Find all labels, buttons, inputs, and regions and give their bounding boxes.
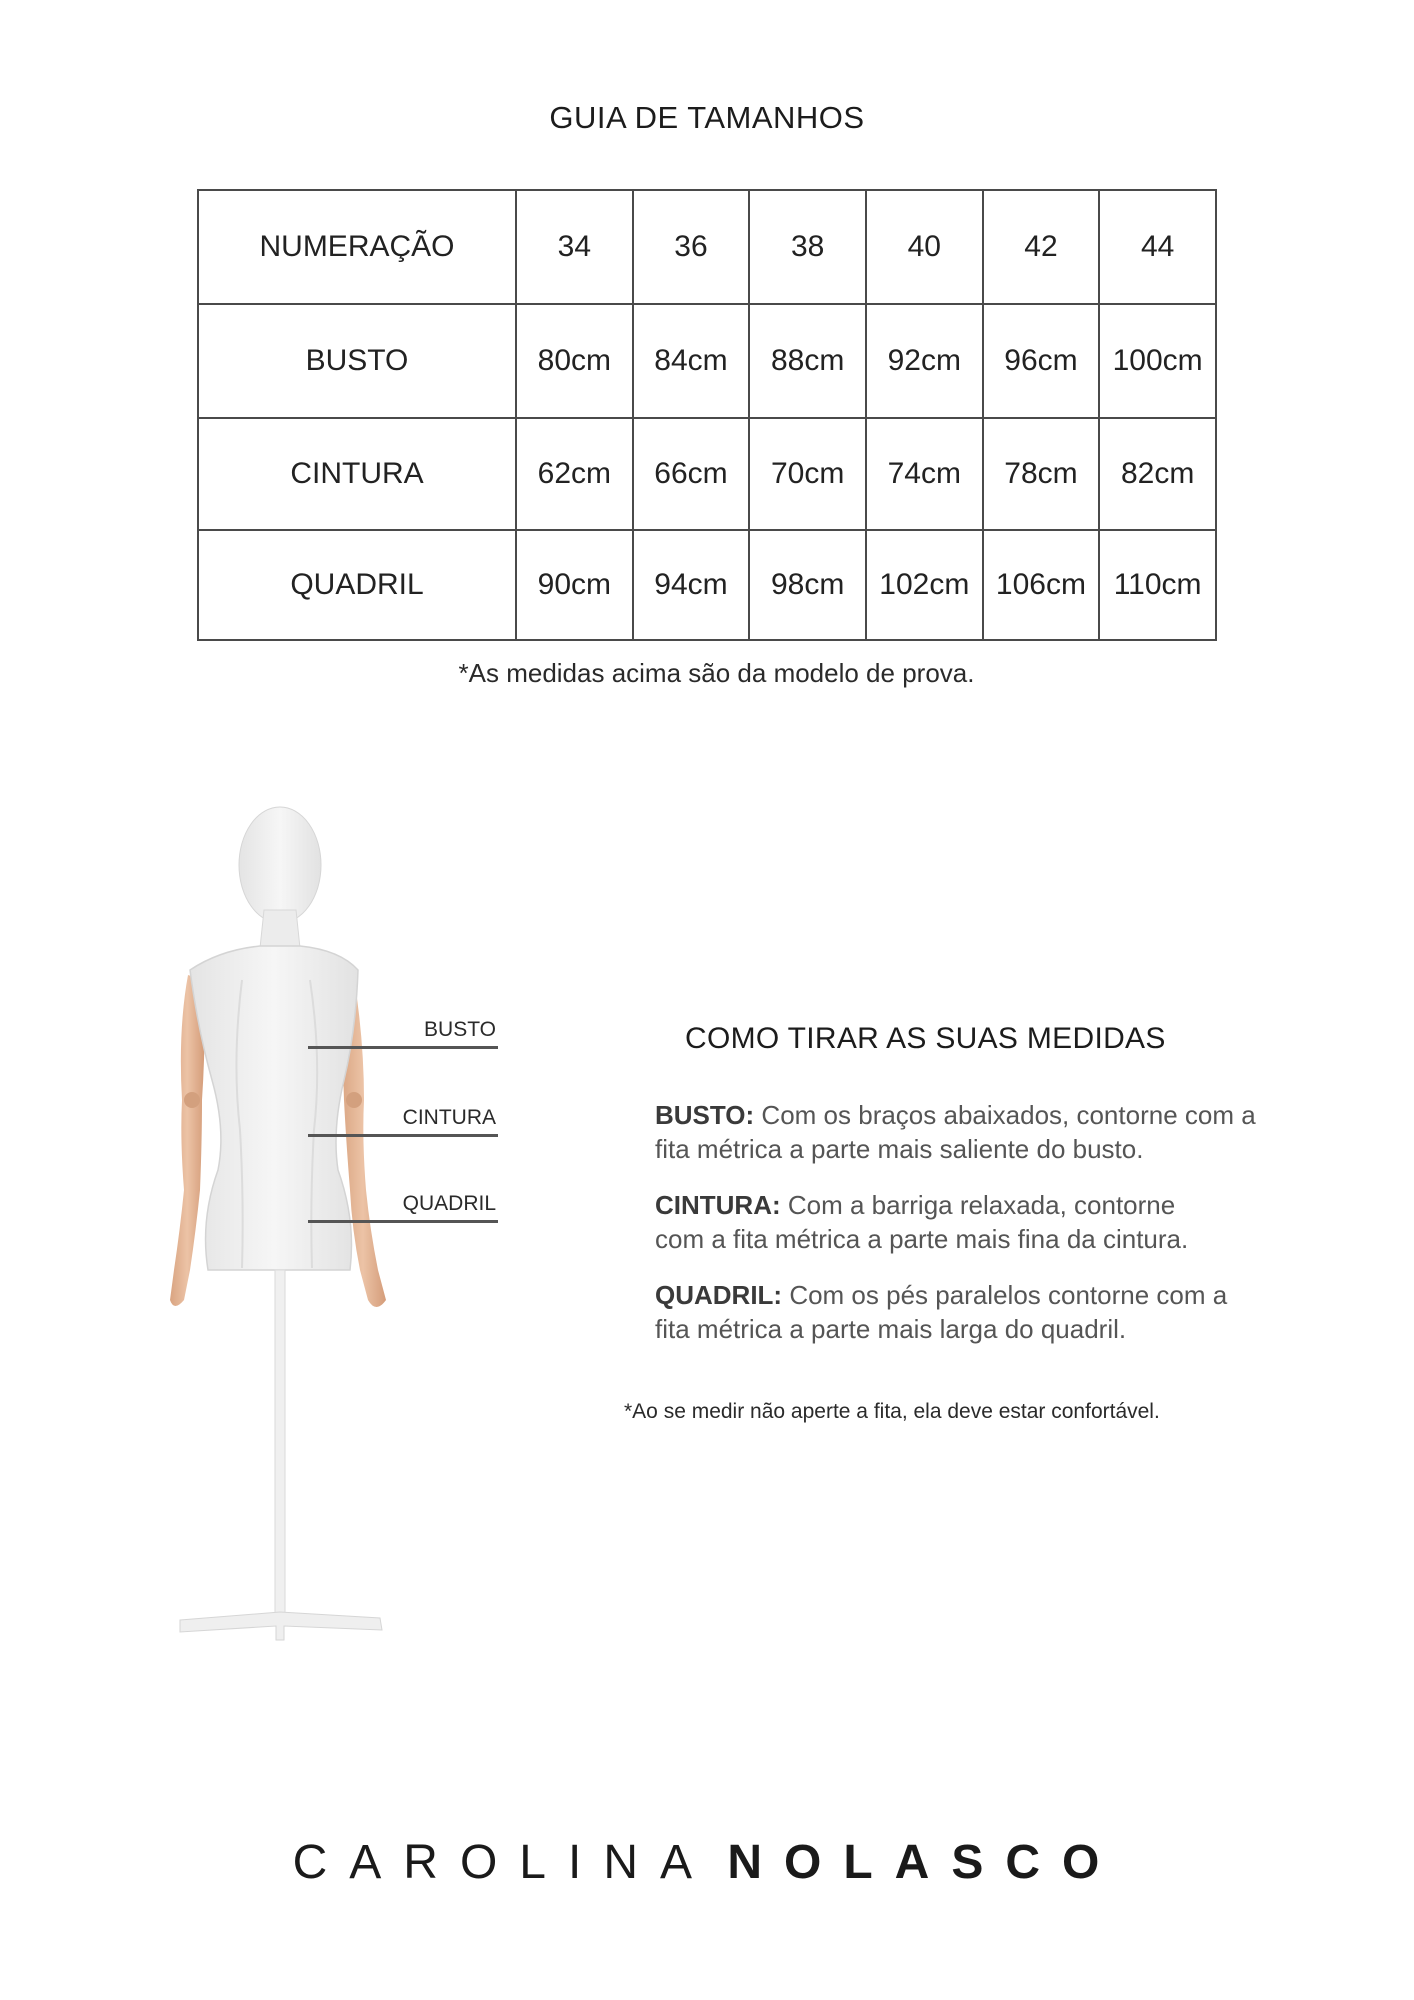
instruction-term: CINTURA:	[655, 1190, 781, 1220]
table-header-cell: 34	[516, 190, 633, 304]
table-cell: 74cm	[866, 418, 983, 530]
table-cell: 98cm	[749, 530, 866, 640]
label-busto: BUSTO	[424, 1018, 496, 1041]
instruction-busto	[655, 1098, 1295, 1166]
table-header-cell: 38	[749, 190, 866, 304]
busto-indicator-line	[308, 1046, 498, 1049]
table-header-cell: 42	[983, 190, 1100, 304]
table-row	[198, 418, 1216, 530]
brand-last-name: NOLASCO	[727, 1836, 1122, 1889]
brand-first-name: CAROLINA	[292, 1836, 715, 1889]
table-cell: 100cm	[1099, 304, 1216, 418]
table-cell: 84cm	[633, 304, 750, 418]
mannequin-illustration	[160, 800, 520, 1680]
table-cell: 70cm	[749, 418, 866, 530]
table-cell: QUADRIL	[198, 530, 516, 640]
table-cell: 102cm	[866, 530, 983, 640]
table-cell: 106cm	[983, 530, 1100, 640]
table-footnote: *As medidas acima são da modelo de prova.	[458, 658, 975, 688]
size-table	[197, 189, 1217, 641]
cintura-indicator-line	[308, 1134, 498, 1137]
label-cintura: CINTURA	[402, 1106, 496, 1129]
table-cell: 88cm	[749, 304, 866, 418]
measure-footnote: *Ao se medir não aperte a fita, ela deve estar confortável.	[624, 1400, 1160, 1423]
table-cell: 66cm	[633, 418, 750, 530]
table-cell: BUSTO	[198, 304, 516, 418]
table-header-cell: NUMERAÇÃO	[198, 190, 516, 304]
table-header-cell: 40	[866, 190, 983, 304]
table-header-cell: 44	[1099, 190, 1216, 304]
instruction-cintura	[655, 1188, 1215, 1256]
table-cell: 80cm	[516, 304, 633, 418]
page-title: GUIA DE TAMANHOS	[549, 100, 865, 135]
table-row	[198, 304, 1216, 418]
instruction-text: Com os pés paralelos contorne com a fita métrica a parte mais larga do quadril.	[655, 1280, 1228, 1344]
table-cell: CINTURA	[198, 418, 516, 530]
instruction-text: Com os braços abaixados, contorne com a fita métrica a parte mais saliente do busto.	[655, 1100, 1256, 1164]
table-cell: 96cm	[983, 304, 1100, 418]
instruction-term: QUADRIL:	[655, 1280, 783, 1310]
brand-logo	[0, 1835, 1414, 1890]
table-cell: 110cm	[1099, 530, 1216, 640]
table-cell: 82cm	[1099, 418, 1216, 530]
table-cell: 94cm	[633, 530, 750, 640]
instruction-quadril	[655, 1278, 1255, 1346]
quadril-indicator-line	[308, 1220, 498, 1223]
instruction-text: Com a barriga relaxada, contorne com a fita métrica a parte mais fina da cintura.	[655, 1190, 1189, 1254]
table-cell: 92cm	[866, 304, 983, 418]
table-header-cell: 36	[633, 190, 750, 304]
label-quadril: QUADRIL	[402, 1192, 496, 1215]
howto-title: COMO TIRAR AS SUAS MEDIDAS	[685, 1022, 1166, 1055]
table-cell: 90cm	[516, 530, 633, 640]
instruction-term: BUSTO:	[655, 1100, 755, 1130]
table-cell: 62cm	[516, 418, 633, 530]
mannequin-icon	[160, 800, 520, 1680]
table-cell: 78cm	[983, 418, 1100, 530]
table-row	[198, 530, 1216, 640]
table-header-row	[198, 190, 1216, 304]
